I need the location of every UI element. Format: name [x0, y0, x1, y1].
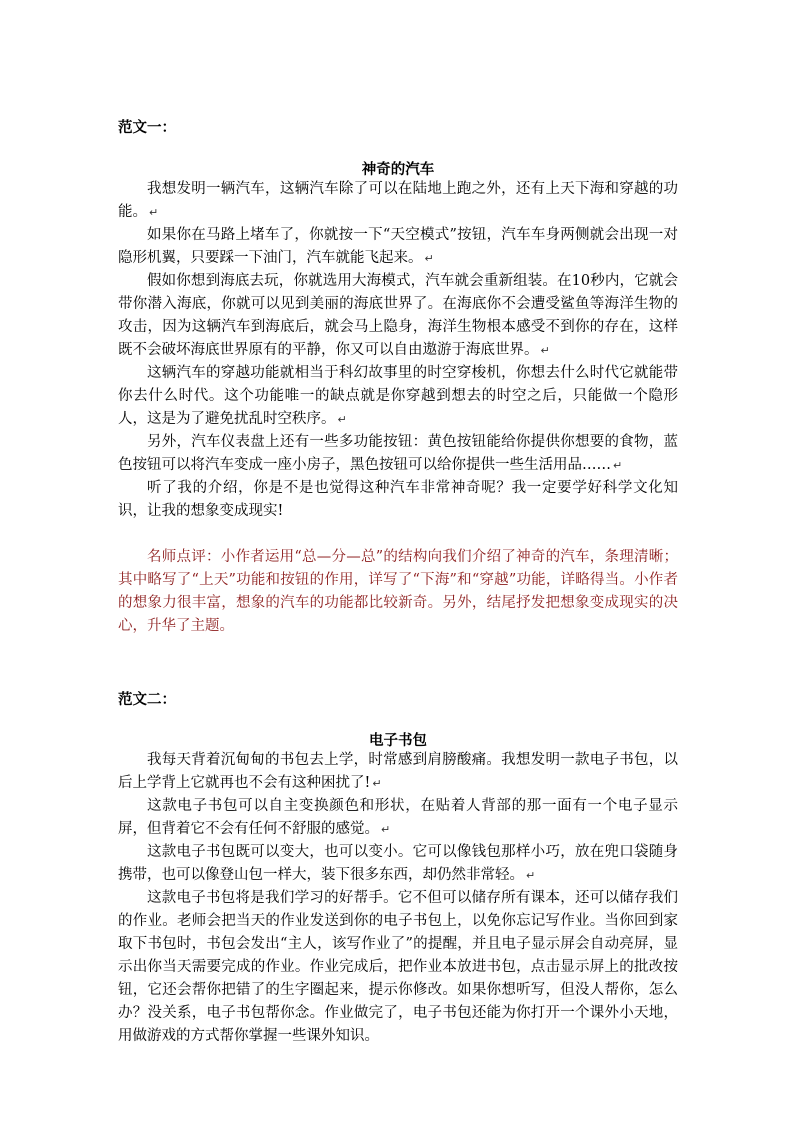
- paragraph-mark-icon: ↵: [424, 252, 434, 265]
- essay2-heading: 范文二：: [118, 691, 176, 708]
- essay1-paragraph-4: 这辆汽车的穿越功能就相当于科幻故事里的时空穿梭机，你想去什么时代它就能带你去什么时代。这个功能唯一的缺点就是你穿越到想去的时空之后，只能做一个隐形人，这是为了避免扰乱时空秩序。 ↵: [118, 365, 678, 427]
- essay1-title: 神奇的汽车: [361, 161, 435, 178]
- paragraph-mark-icon: ↵: [372, 777, 382, 790]
- essay1-paragraph-6: 听了我的介绍，你是不是也觉得这种汽车非常神奇呢？我一定要学好科学文化知识，让我的想象变成现实!: [118, 480, 678, 519]
- essay2-body: [118, 749, 678, 1048]
- paragraph-mark-icon: ↵: [149, 206, 159, 219]
- essay1-heading: 范文一：: [118, 119, 176, 136]
- essay1-paragraph-1: 我想发明一辆汽车，这辆汽车除了可以在陆地上跑之外，还有上天下海和穿越的功能。 ↵: [118, 181, 678, 220]
- paragraph-mark-icon: ↵: [613, 459, 623, 472]
- essay2-title: 电子书包: [369, 732, 427, 749]
- paragraph-mark-icon: ↵: [526, 869, 536, 882]
- essay1-body: [118, 178, 678, 638]
- document-page: [118, 0, 678, 1123]
- paragraph-mark-icon: ↵: [337, 413, 347, 426]
- essay1-paragraph-3: 假如你想到海底去玩，你就选用大海模式，汽车就会重新组装。在10秒内，它就会带你潜入海底，你就可以见到美丽的海底世界了。在海底你不会遭受鲨鱼等海洋生物的攻击，因为这辆汽车到海底后，就会马上隐身，海洋生物根本感受不到你的存在，这样既不会破坏海底世界原有的平静，你又可以自由遨游于海底世界。 ↵: [118, 273, 678, 358]
- essay1-paragraph-5: 另外，汽车仪表盘上还有一些多功能按钮：黄色按钮能给你提供你想要的食物，蓝色按钮可以将汽车变成一座小房子，黑色按钮可以给你提供一些生活用品…… ↵: [118, 434, 678, 473]
- paragraph-mark-icon: ↵: [540, 344, 550, 357]
- essay1-teacher-comment: 名师点评：小作者运用“总—分—总”的结构向我们介绍了神奇的汽车，条理清晰；其中略写了“上天”功能和按钮的作用，详写了“下海”和“穿越”功能，详略得当。小作者的想象力很丰富，想象的汽车的功能都比较新奇。另外，结尾抒发把想象变成现实的决心，升华了主题。: [118, 549, 678, 634]
- essay2-paragraph-1: 我每天背着沉甸甸的书包去上学，时常感到肩膀酸痛。我想发明一款电子书包，以后上学背上它就再也不会有这种困扰了! ↵: [118, 752, 678, 791]
- essay2-paragraph-4: 这款电子书包将是我们学习的好帮手。它不但可以储存所有课本，还可以储存我们的作业。老师会把当天的作业发送到你的电子书包上，以免你忘记写作业。当你回到家取下书包时，书包会发出“主人，该写作业了”的提醒，并且电子显示屏会自动亮屏，显示出你当天需要完成的作业。作业完成后，把作业本放进书包，点击显示屏上的批改按钮，它还会帮你把错了的生字圈起来，提示你修改。如果你想听写，但没人帮你，怎么办？没关系，电子书包帮你念。作业做完了，电子书包还能为你打开一个课外小天地，用做游戏的方式帮你掌握一些课外知识。: [118, 890, 678, 1044]
- paragraph-mark-icon: ↵: [381, 823, 391, 836]
- essay2-paragraph-3: 这款电子书包既可以变大，也可以变小。它可以像钱包那样小巧，放在兜口袋随身携带，也可以像登山包一样大，装下很多东西，却仍然非常轻。 ↵: [118, 844, 678, 883]
- essay2-paragraph-2: 这款电子书包可以自主变换颜色和形状，在贴着人背部的那一面有一个电子显示屏，但背着它不会有任何不舒服的感觉。 ↵: [118, 798, 678, 837]
- essay1-paragraph-2: 如果你在马路上堵车了，你就按一下“天空模式”按钮，汽车车身两侧就会出现一对隐形机翼，只要踩一下油门，汽车就能飞起来。 ↵: [118, 227, 678, 266]
